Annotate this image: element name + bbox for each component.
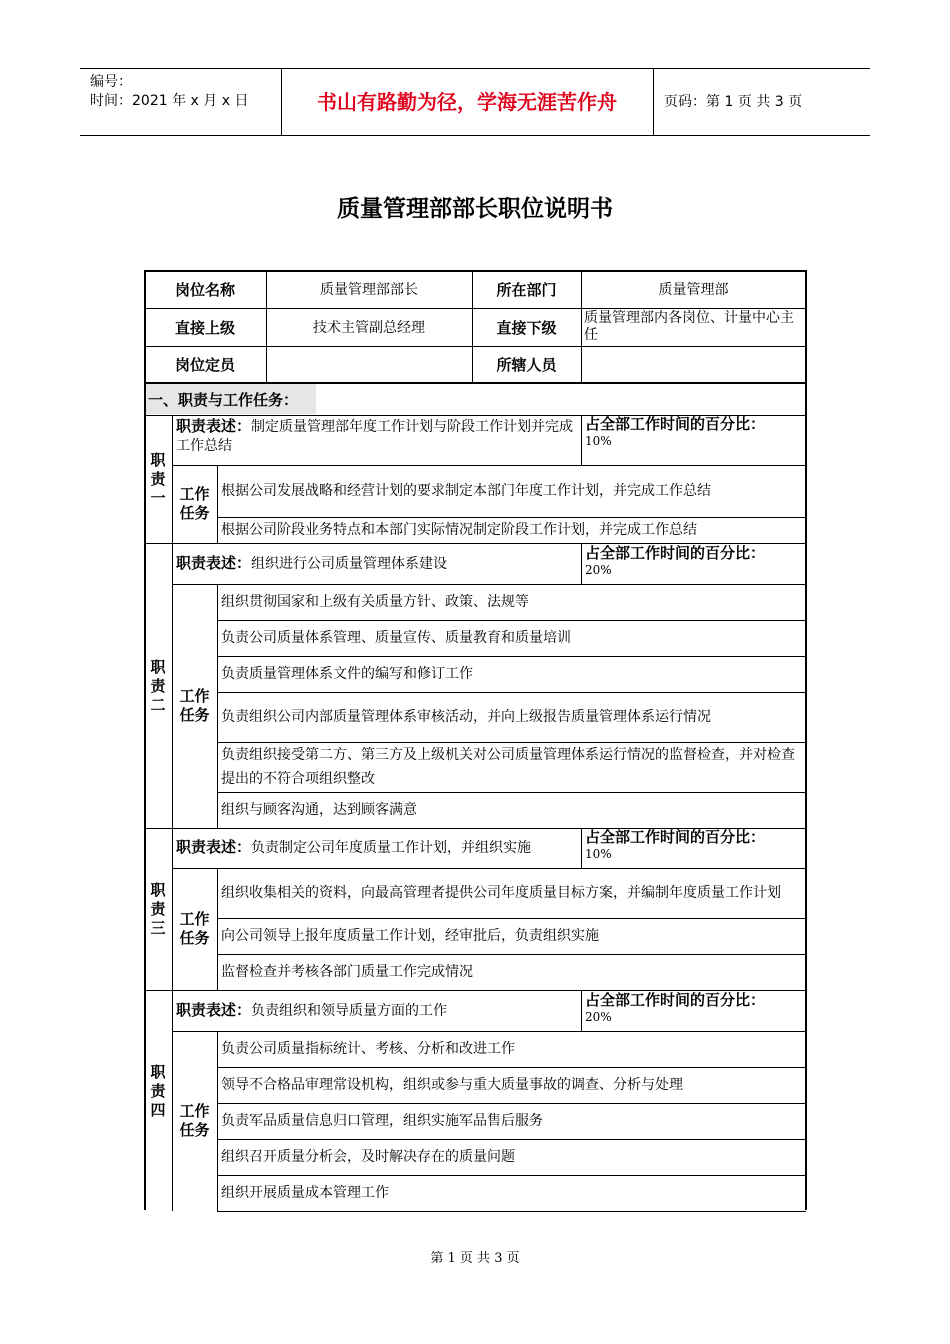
page-footer: 第 1 页 共 3 页	[430, 1251, 520, 1266]
superior-value: 技术主管副总经理	[313, 320, 425, 336]
task-label-text: 工作任务	[179, 1102, 210, 1139]
document-title: 质量管理部部长职位说明书	[337, 196, 613, 222]
task-label-text: 工作任务	[179, 687, 210, 724]
duty-name-text: 职责四	[150, 1062, 166, 1119]
duty-description	[172, 544, 581, 584]
task-item: 负责军品质量信息归口管理，组织实施军品售后服务	[221, 1113, 543, 1129]
task-label	[172, 465, 217, 543]
time-percentage	[581, 991, 806, 1031]
task-item: 负责公司质量体系管理、质量宣传、质量教育和质量培训	[221, 630, 571, 646]
duty-name	[144, 544, 172, 828]
time-percentage	[581, 544, 806, 584]
quota-value	[266, 346, 472, 382]
time-percentage	[581, 828, 806, 868]
duty-description-text: 制定质量管理部年度工作计划与阶段工作计划并完成工作总结	[176, 419, 574, 454]
task-label	[172, 868, 217, 990]
subordinate-value: 质量管理部内各岗位、计量中心主任	[584, 310, 794, 343]
department-label: 所在部门	[496, 280, 557, 299]
doc-date-label: 时间：2021 年 x 月 x 日	[90, 93, 249, 109]
header-page-label: 页码：第 1 页 共 3 页	[664, 94, 803, 110]
task-item: 负责质量管理体系文件的编写和修订工作	[221, 666, 473, 682]
time-percentage-value: 20%	[585, 1010, 612, 1024]
task-label	[172, 584, 217, 828]
time-percentage-value: 20%	[585, 563, 612, 577]
duty-description-label: 职责表述：	[176, 417, 252, 435]
task-item: 负责组织接受第二方、第三方及上级机关对公司质量管理体系运行情况的监督检查，并对检查提出的不符合项组织整改	[221, 747, 795, 787]
task-item: 监督检查并考核各部门质量工作完成情况	[221, 964, 473, 980]
duty-description-label: 职责表述：	[176, 1001, 252, 1019]
task-label-text: 工作任务	[179, 485, 210, 522]
duty-name	[144, 828, 172, 990]
task-label-text: 工作任务	[179, 910, 210, 947]
task-item: 负责组织公司内部质量管理体系审核活动，并向上级报告质量管理体系运行情况	[221, 709, 711, 725]
header-divider	[653, 69, 654, 135]
duty-description-text: 组织进行公司质量管理体系建设	[251, 556, 448, 572]
position-name-label: 岗位名称	[174, 280, 235, 299]
duty-name-text: 职责一	[150, 450, 166, 507]
header-motto: 书山有路勤为径，学海无涯苦作舟	[317, 90, 617, 114]
time-percentage-value: 10%	[585, 847, 612, 861]
task-item: 根据公司阶段业务特点和本部门实际情况制定阶段工作计划，并完成工作总结	[221, 522, 697, 538]
staff-value	[581, 346, 806, 382]
duty-name-text: 职责三	[150, 880, 166, 937]
page-header	[80, 68, 870, 136]
staff-label: 所辖人员	[496, 355, 557, 374]
duty-name-text: 职责二	[150, 657, 166, 714]
duty-description	[172, 828, 581, 868]
doc-number-label: 编号：	[90, 74, 132, 90]
time-percentage-label: 占全部工作时间的百分比：	[585, 991, 766, 1009]
time-percentage	[581, 415, 806, 465]
task-item: 负责公司质量指标统计、考核、分析和改进工作	[221, 1041, 515, 1057]
superior-label: 直接上级	[174, 318, 235, 337]
task-item: 组织收集相关的资料，向最高管理者提供公司年度质量目标方案，并编制年度质量工作计划	[221, 885, 781, 901]
task-item: 组织贯彻国家和上级有关质量方针、政策、法规等	[221, 594, 529, 610]
subordinate-label: 直接下级	[496, 318, 557, 337]
task-item: 领导不合格品审理常设机构，组织或参与重大质量事故的调查、分析与处理	[221, 1077, 683, 1093]
duty-name	[144, 415, 172, 543]
department-value: 质量管理部	[658, 282, 729, 298]
position-name-value: 质量管理部部长	[320, 282, 418, 298]
duty-name	[144, 991, 172, 1191]
row-divider	[217, 1211, 806, 1212]
time-percentage-value: 10%	[585, 434, 612, 448]
duty-description-label: 职责表述：	[176, 838, 252, 856]
duty-description	[172, 991, 581, 1031]
duty-description	[172, 415, 581, 465]
time-percentage-label: 占全部工作时间的百分比：	[585, 415, 766, 433]
task-item: 根据公司发展战略和经营计划的要求制定本部门年度工作计划，并完成工作总结	[221, 483, 711, 499]
duty-description-text: 负责制定公司年度质量工作计划，并组织实施	[251, 840, 532, 856]
duty-description-text: 负责组织和领导质量方面的工作	[251, 1003, 448, 1019]
section-title: 一、职责与工作任务：	[146, 384, 316, 414]
task-item: 组织与顾客沟通，达到顾客满意	[221, 802, 417, 818]
task-item: 组织召开质量分析会，及时解决存在的质量问题	[221, 1149, 515, 1165]
task-label	[172, 1031, 217, 1211]
header-meta	[90, 73, 248, 111]
duty-description-label: 职责表述：	[176, 554, 252, 572]
time-percentage-label: 占全部工作时间的百分比：	[585, 828, 766, 846]
time-percentage-label: 占全部工作时间的百分比：	[585, 544, 766, 562]
quota-label: 岗位定员	[174, 355, 235, 374]
task-item: 向公司领导上报年度质量工作计划，经审批后，负责组织实施	[221, 928, 599, 944]
task-item: 组织开展质量成本管理工作	[221, 1185, 389, 1201]
